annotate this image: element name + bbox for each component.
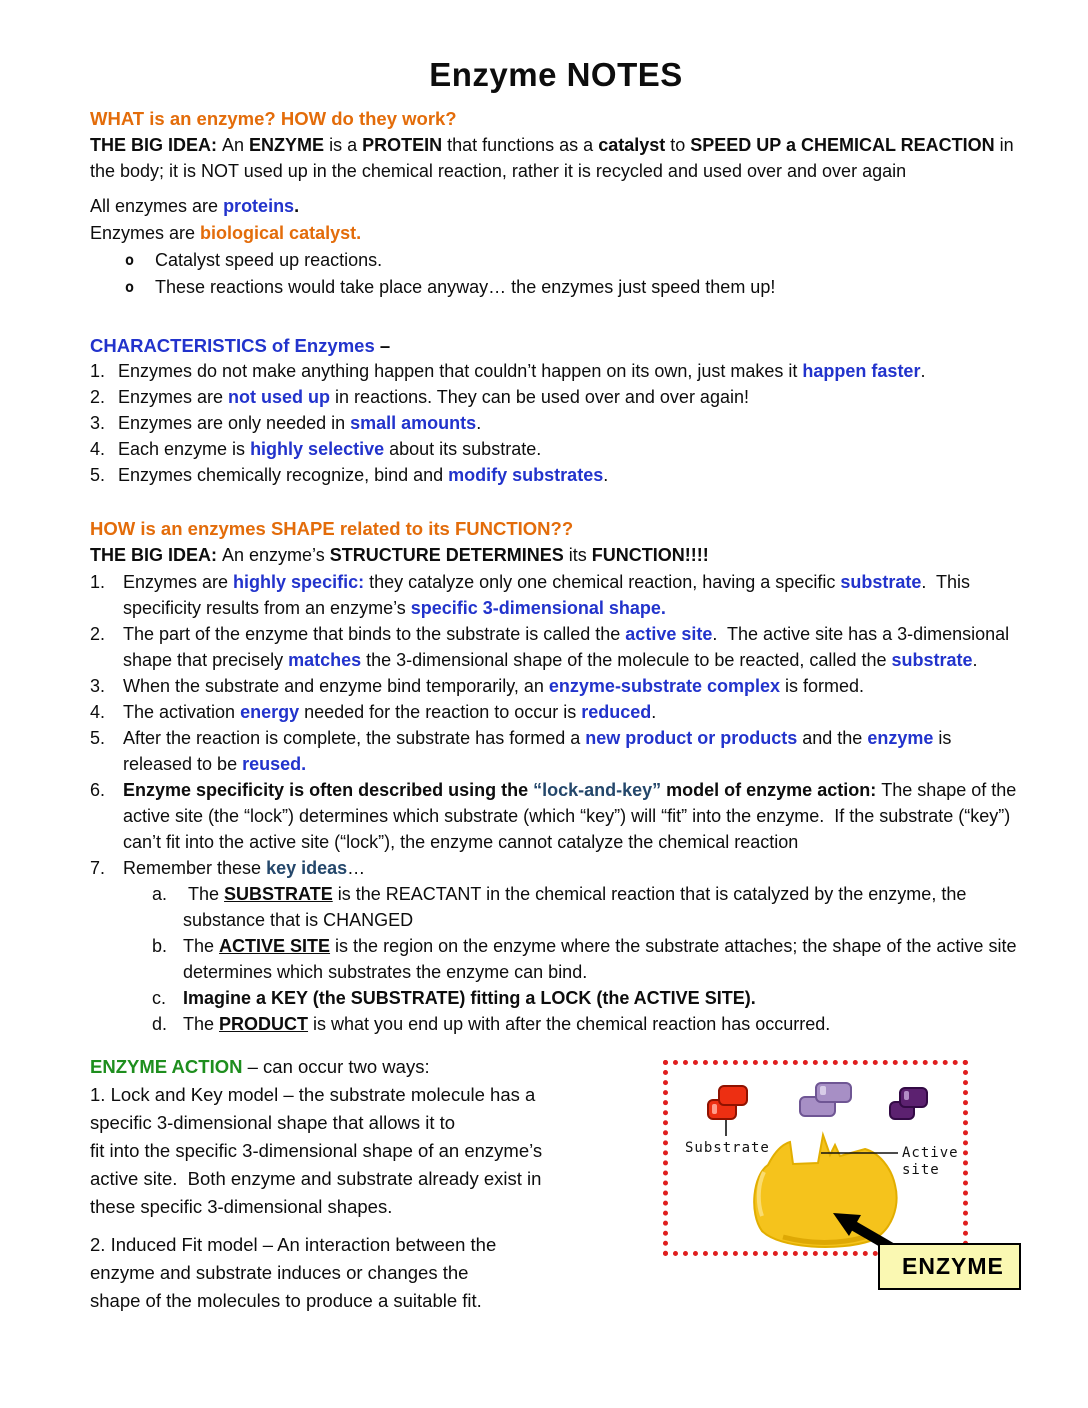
list-item-text [118, 462, 1022, 488]
text-run: When the substrate and enzyme bind temporarily, an [123, 676, 549, 696]
text-run: in the body; it is NOT used up in the chemical reaction, rather it is recycled and used over and over again [90, 135, 1019, 181]
text-run: These reactions would take place anyway… the enzymes just speed them up! [155, 277, 776, 297]
text-line [90, 1109, 652, 1137]
text-run: proteins [223, 196, 295, 216]
list-item-text [118, 436, 1022, 462]
text-run: small amounts [350, 413, 477, 433]
list-marker: c. [152, 988, 167, 1008]
text-run: reduced [581, 702, 652, 722]
text-line [90, 1165, 652, 1193]
text-run: The shape of the active site (the “lock”) determines which substrate (which “key”) will “fit” into the enzyme. If the substrate (“key”) can’t fit into the active site (“lock”), the enzyme cannot catalyze the chemical reaction [123, 780, 1022, 852]
text-run: enzyme [867, 728, 934, 748]
bullet-item [125, 247, 1022, 274]
list-marker: 5. [90, 465, 106, 485]
text-run: to [665, 135, 691, 155]
sub-list-item [152, 1011, 1022, 1037]
big-idea-paragraph [90, 132, 1022, 184]
text-run: WHAT is an enzyme? HOW do they work? [90, 108, 457, 129]
text-run: Enzymes are only needed in [118, 413, 351, 433]
list-marker: 5. [90, 728, 106, 748]
enzyme-label-box [878, 1243, 1021, 1290]
list-item-text [118, 358, 1022, 384]
text-run: . [651, 702, 657, 722]
text-run: the 3-dimensional shape of the molecule to be reacted, called the [361, 650, 892, 670]
list-marker: a. [152, 884, 168, 904]
text-run: Enzymes are [90, 223, 201, 243]
list-marker: 3. [90, 413, 106, 433]
text-run: PRODUCT [219, 1014, 309, 1034]
proteins-line [90, 193, 1022, 219]
text-run: ACTIVE SITE [219, 936, 331, 956]
sub-list-item [152, 985, 1022, 1011]
list-marker: b. [152, 936, 168, 956]
list-marker: 2. [90, 624, 106, 644]
text-run: and the [797, 728, 868, 748]
list-item [90, 699, 1022, 725]
text-run: – can occur two ways: [242, 1056, 430, 1077]
text-run: PROTEIN [362, 135, 443, 155]
list-item-text [183, 985, 1022, 1011]
text-run: shape of the molecules to produce a suitable fit. [90, 1290, 482, 1311]
text-run: “lock-and-key” [533, 780, 662, 800]
list-item [90, 410, 1022, 436]
list-item [90, 673, 1022, 699]
list-item-text [183, 933, 1022, 985]
text-run: All enzymes are [90, 196, 224, 216]
list-item [90, 725, 1022, 777]
text-line [90, 1287, 652, 1315]
text-run: enzyme and substrate induces or changes the [90, 1262, 469, 1283]
text-run: Enzymes are [123, 572, 234, 592]
text-run: Enzymes are [118, 387, 229, 407]
text-run: After the reaction is complete, the substrate has formed a [123, 728, 586, 748]
text-run: they catalyze only one chemical reaction, having a specific [364, 572, 841, 592]
text-line [90, 1193, 652, 1221]
text-run: not used up [228, 387, 331, 407]
text-run: ENZYME ACTION [90, 1056, 243, 1077]
bullet-text [155, 274, 775, 301]
list-item-text [123, 621, 1022, 673]
text-run: Enzymes do not make anything happen that couldn’t happen on its own, just makes it [118, 361, 803, 381]
text-run: active site. Both enzyme and substrate already exist in [90, 1168, 542, 1189]
text-run: biological catalyst. [200, 223, 362, 243]
text-run: Remember these [123, 858, 267, 878]
text-run: 1. Lock and Key model – the substrate molecule has a [90, 1084, 536, 1105]
text-run: CHARACTERISTICS of Enzymes [90, 335, 380, 356]
list-item-text [118, 410, 1022, 436]
text-line [90, 1259, 652, 1287]
list-item [90, 855, 1022, 881]
text-run: . [603, 465, 609, 485]
text-line [90, 1137, 652, 1165]
big-idea-paragraph [90, 542, 1022, 568]
text-run: reused. [242, 754, 307, 774]
text-run: … [347, 858, 366, 878]
list-item [90, 462, 1022, 488]
list-item [90, 569, 1022, 621]
text-run: modify substrates [448, 465, 604, 485]
text-run: highly specific: [233, 572, 365, 592]
text-run: is formed. [780, 676, 865, 696]
text-run: that functions as a [442, 135, 599, 155]
text-run: about its substrate. [384, 439, 542, 459]
text-run: fit into the specific 3-dimensional shape of an enzyme’s [90, 1140, 543, 1161]
section-heading-characteristics [90, 333, 1022, 358]
page-title: Enzyme NOTES [429, 56, 683, 93]
list-item-text [123, 699, 1022, 725]
list-item-text [123, 673, 1022, 699]
sub-list-item [152, 881, 1022, 933]
text-run: Enzyme specificity is often described using the [123, 780, 534, 800]
text-run: model of enzyme action: [661, 780, 882, 800]
text-run: in reactions. They can be used over and over again! [330, 387, 749, 407]
list-item-text [123, 725, 1022, 777]
text-run: key ideas [266, 858, 348, 878]
text-run: The [183, 1014, 220, 1034]
text-run: needed for the reaction to occur is [299, 702, 582, 722]
text-run: . The active site has a 3-dimensional shape that precisely [123, 624, 1015, 670]
substrate-block-red [708, 1086, 747, 1119]
list-marker: 4. [90, 702, 106, 722]
list-item [90, 436, 1022, 462]
text-run: catalyst [598, 135, 666, 155]
text-run: FUNCTION!!!! [591, 545, 709, 565]
active-site-label-line1: Active [902, 1145, 959, 1161]
bullet-marker: o [125, 251, 135, 269]
list-marker: d. [152, 1014, 168, 1034]
list-item [90, 358, 1022, 384]
list-item [90, 384, 1022, 410]
sub-list-item [152, 933, 1022, 985]
enzyme-action-section [90, 1053, 652, 1315]
text-run: is the REACTANT in the chemical reaction that is catalyzed by the enzyme, the substance that is CHANGED [183, 884, 972, 930]
biological-catalyst-line [90, 220, 1022, 246]
text-run: Each enzyme is [118, 439, 251, 459]
section-heading-what [90, 106, 1022, 131]
substrate-label: Substrate [685, 1140, 770, 1156]
text-run: active site [625, 624, 713, 644]
text-line [90, 1081, 652, 1109]
text-run: An enzyme’s [222, 545, 330, 565]
substrate-block-purple [890, 1088, 927, 1119]
text-run: specific 3-dimensional shape that allows it to [90, 1112, 456, 1133]
text-run: 2. Induced Fit model – An interaction between the [90, 1234, 497, 1255]
list-item-text [118, 384, 1022, 410]
text-run: substrate [840, 572, 922, 592]
text-run: . [972, 650, 978, 670]
text-run: An [222, 135, 250, 155]
list-item [90, 621, 1022, 673]
text-run: The [183, 936, 220, 956]
list-item [90, 777, 1022, 855]
text-run: SUBSTRATE [224, 884, 333, 904]
bullet-item [125, 274, 1022, 301]
section-spacer [90, 301, 1022, 321]
list-marker: 4. [90, 439, 106, 459]
section-heading-enzyme-action [90, 1053, 652, 1081]
text-run: its [563, 545, 592, 565]
text-run: is the region on the enzyme where the substrate attaches; the shape of the active site determines which substrates the enzyme can bind. [183, 936, 1022, 982]
list-item-text [183, 881, 1022, 933]
text-run: new product or products [585, 728, 798, 748]
text-line [90, 1231, 652, 1259]
section-heading-how [90, 516, 1022, 541]
list-marker: 1. [90, 572, 106, 592]
list-marker: 2. [90, 387, 106, 407]
text-run: Imagine a KEY (the SUBSTRATE) fitting a LOCK (the ACTIVE SITE). [183, 988, 756, 1008]
bullet-text [155, 247, 382, 274]
text-run: The activation [123, 702, 241, 722]
text-run: happen faster [802, 361, 921, 381]
text-run: The [183, 884, 225, 904]
text-run: The part of the enzyme that binds to the substrate is called the [123, 624, 626, 644]
text-run: . [476, 413, 482, 433]
list-item-text [183, 1011, 1022, 1037]
induced-fit-paragraph [90, 1231, 652, 1315]
text-run: matches [288, 650, 362, 670]
section-spacer [90, 1037, 1022, 1053]
text-run: STRUCTURE DETERMINES [329, 545, 564, 565]
text-run: is a [324, 135, 363, 155]
text-run: energy [240, 702, 300, 722]
text-run: THE BIG IDEA: [90, 545, 223, 565]
text-run: is what you end up with after the chemical reaction has occurred. [308, 1014, 831, 1034]
text-run: SPEED UP a CHEMICAL REACTION [690, 135, 995, 155]
text-run: Catalyst speed up reactions. [155, 250, 383, 270]
text-run: these specific 3-dimensional shapes. [90, 1196, 393, 1217]
list-item-text [123, 777, 1022, 855]
text-run: Enzymes chemically recognize, bind and [118, 465, 449, 485]
text-run: – [379, 335, 391, 356]
lock-and-key-paragraph [90, 1081, 652, 1221]
list-marker: 3. [90, 676, 106, 696]
text-run: . This specificity results from an enzyme’s [123, 572, 976, 618]
text-run: specific 3-dimensional shape. [410, 598, 666, 618]
text-run: HOW is an enzymes SHAPE related to its FUNCTION?? [90, 518, 574, 539]
list-marker: 7. [90, 858, 106, 878]
list-item-text [123, 569, 1022, 621]
list-marker: 1. [90, 361, 106, 381]
text-run: highly selective [250, 439, 385, 459]
enzyme-diagram-figure [663, 1056, 1028, 1301]
text-run: is released to be [123, 728, 957, 774]
text-run: substrate [891, 650, 973, 670]
list-marker: 6. [90, 780, 106, 800]
text-run: enzyme-substrate complex [548, 676, 780, 696]
enzyme-label: ENZYME [902, 1253, 1004, 1279]
enzyme-blob [754, 1135, 896, 1247]
active-site-label-line2: site [902, 1162, 940, 1178]
substrate-block-lavender [800, 1083, 851, 1116]
list-item-text [123, 855, 1022, 881]
text-run: ENZYME [249, 135, 325, 155]
bullet-marker: o [125, 278, 135, 296]
text-run: . [920, 361, 926, 381]
text-run: THE BIG IDEA: [90, 135, 223, 155]
text-run: . [294, 196, 300, 216]
section-spacer [90, 488, 1022, 504]
